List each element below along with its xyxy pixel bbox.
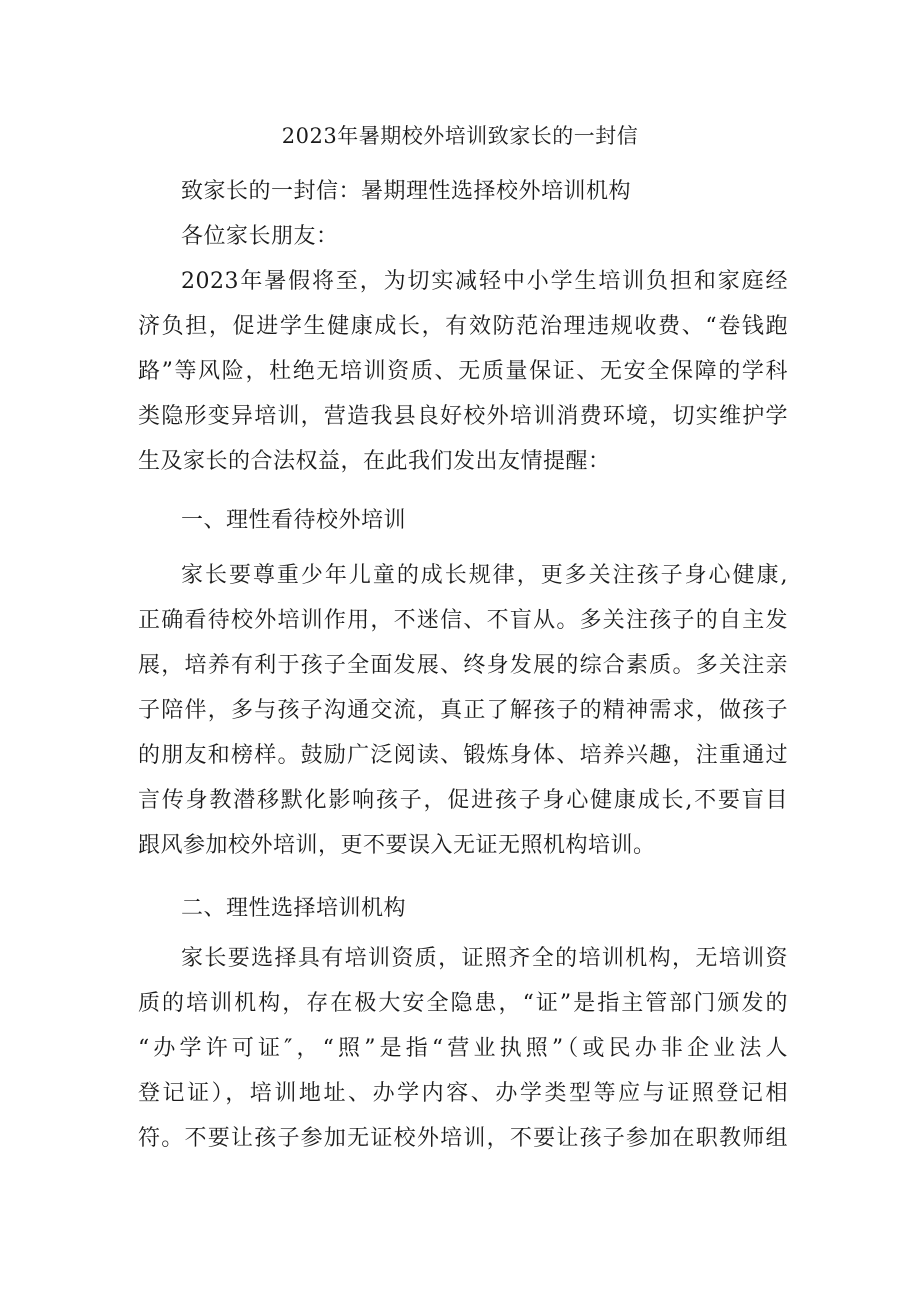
paragraph-3-line: “办学许可证″，“照”是指“营业执照”（或民办非企业法人 (138, 1036, 788, 1061)
paragraph-3-line: 符。不要让孩子参加无证校外培训，不要让孩子参加在职教师组 (138, 1126, 788, 1151)
paragraph-1-line: 济负担，促进学生健康成长，有效防范治理违规收费、“卷钱跑 (138, 314, 788, 339)
paragraph-2-line: 正确看待校外培训作用，不迷信、不盲从。多关注孩子的自主发 (138, 608, 788, 633)
paragraph-3-line: 质的培训机构，存在极大安全隐患，“证”是指主管部门颁发的 (138, 991, 788, 1016)
paragraph-3-line: 家长要选择具有培训资质，证照齐全的培训机构，无培训资 (181, 946, 788, 971)
paragraph-2-line: 家长要尊重少年儿童的成长规律，更多关注孩子身心健康, (181, 563, 788, 588)
paragraph-1-line: 生及家长的合法权益，在此我们发出友情提醒： (138, 449, 611, 474)
paragraph-2-line: 言传身教潜移默化影响孩子，促进孩子身心健康成长,不要盲目 (138, 788, 788, 813)
paragraph-2-line: 的朋友和榜样。鼓励广泛阅读、锻炼身体、培养兴趣，注重通过 (138, 743, 788, 768)
section-heading-2: 二、理性选择培训机构 (181, 896, 407, 921)
paragraph-1-line: 2023年暑假将至，为切实减轻中小学生培训负担和家庭经 (181, 269, 788, 294)
document-subtitle: 致家长的一封信：暑期理性选择校外培训机构 (181, 179, 632, 204)
paragraph-2-line: 子陪伴，多与孩子沟通交流，真正了解孩子的精神需求，做孩子 (138, 698, 788, 723)
paragraph-2-line: 跟风参加校外培训，更不要误入无证无照机构培训。 (138, 833, 656, 858)
greeting: 各位家长朋友： (181, 224, 339, 249)
document-title: 2023年暑期校外培训致家长的一封信 (281, 124, 639, 148)
paragraph-3-line: 登记证），培训地址、办学内容、办学类型等应与证照登记相 (138, 1081, 788, 1106)
section-heading-1: 一、理性看待校外培训 (181, 508, 407, 533)
paragraph-1-line: 类隐形变异培训，营造我县良好校外培训消费环境，切实维护学 (138, 404, 788, 429)
paragraph-1-line: 路”等风险，杜绝无培训资质、无质量保证、无安全保障的学科 (138, 359, 788, 384)
paragraph-2-line: 展，培养有利于孩子全面发展、终身发展的综合素质。多关注亲 (138, 653, 788, 678)
